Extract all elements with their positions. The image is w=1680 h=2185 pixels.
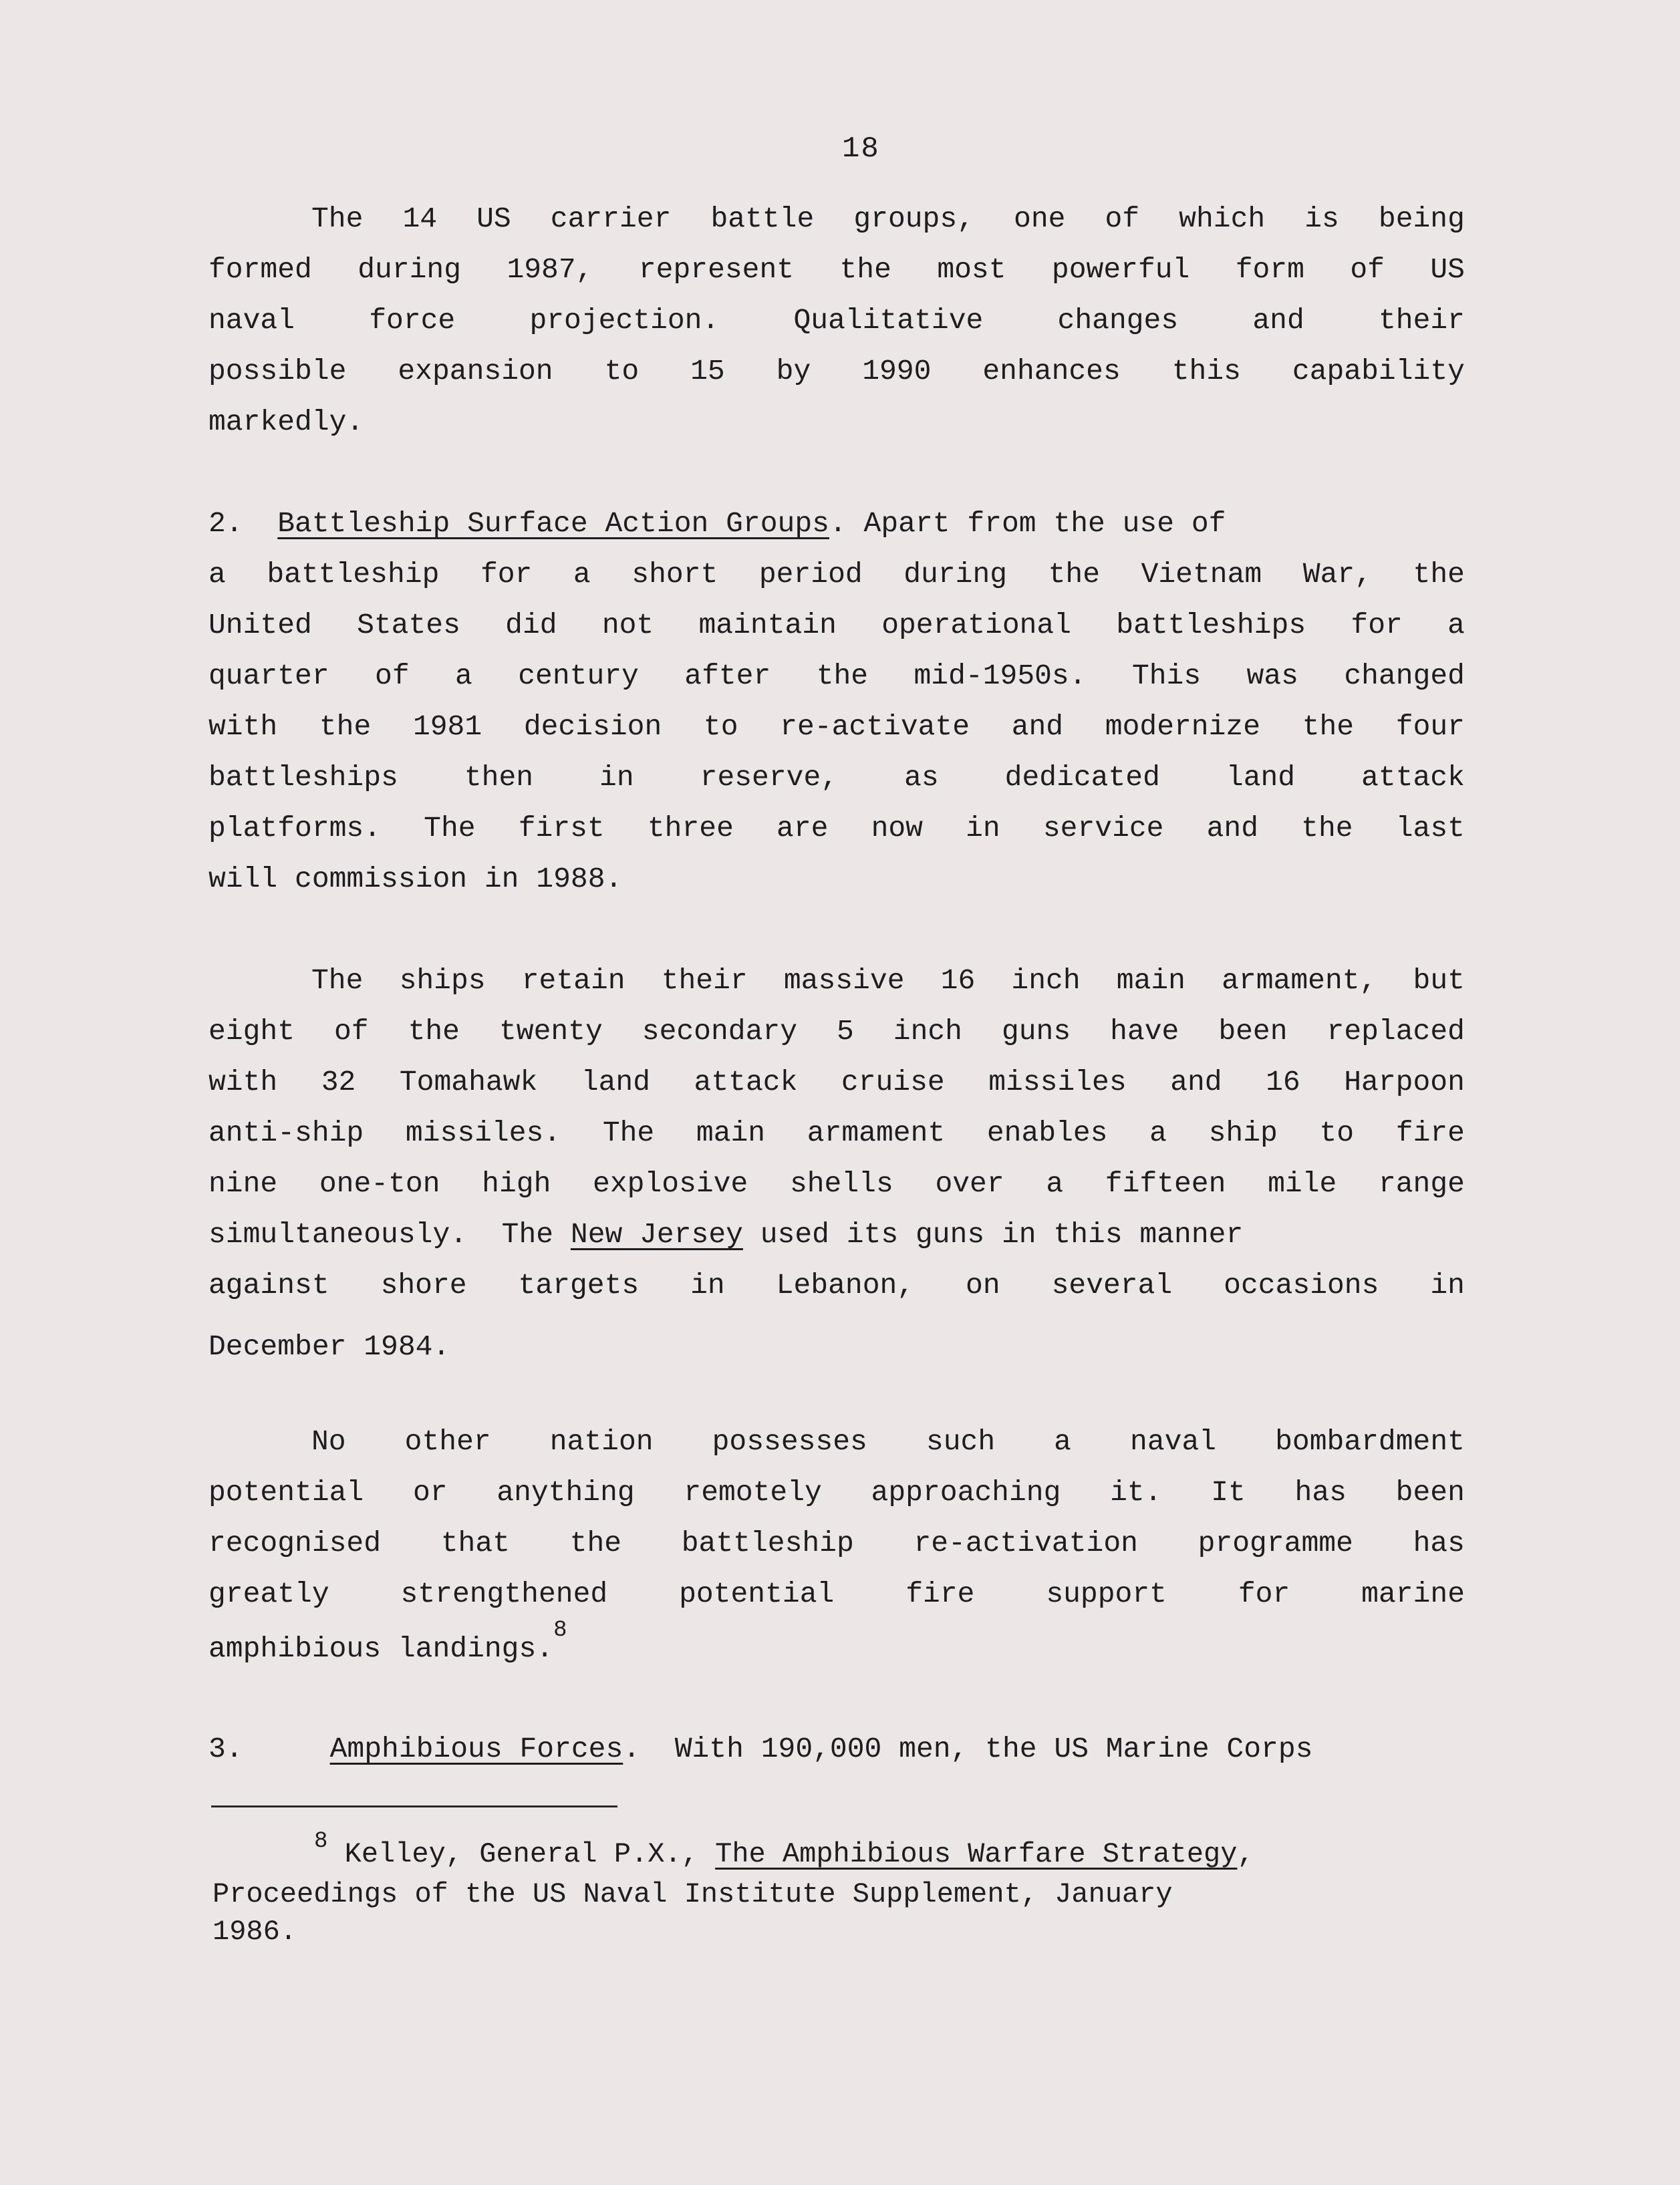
word: battle [710,202,815,235]
word: ship [1208,1117,1278,1149]
word: explosive [593,1167,748,1200]
word: attack [694,1066,798,1099]
word: re-activation [914,1527,1138,1560]
word: a [1054,1425,1071,1458]
word: battleship [681,1527,854,1560]
section-heading-line [208,505,1465,543]
text-line [208,1525,1465,1562]
word: 32 [321,1066,356,1099]
word: projection. [529,304,720,337]
word: the [816,660,869,692]
text-line [208,1115,1465,1152]
word: 16 [940,964,976,997]
word: other [404,1425,491,1458]
word: in [690,1269,725,1302]
word: battleships [1116,609,1306,641]
word: bombardment [1275,1425,1465,1458]
word: main [696,1117,766,1149]
word: their [1378,304,1465,337]
word: Vietnam [1141,558,1262,591]
word: during [903,558,1008,591]
word: to [703,710,738,743]
word: maintain [698,609,837,641]
word: eight [208,1015,295,1048]
word: the [1413,558,1465,591]
word: this [1171,355,1241,388]
word: Tomahawk [399,1066,538,1099]
word: been [1395,1476,1465,1509]
word: did [505,609,557,641]
word: it. [1110,1476,1162,1509]
word: but [1413,964,1465,997]
word: Harpoon [1344,1066,1465,1099]
text-line [208,251,1465,289]
word: a [1447,609,1465,641]
word: short [632,558,718,591]
word: battleships [208,761,398,794]
text-line [208,1474,1465,1511]
word: groups, [853,202,974,235]
text-line [311,962,1465,1000]
word: the [408,1015,460,1048]
word: enables [986,1117,1108,1149]
word: last [1395,812,1465,845]
ship-name: New Jersey [570,1218,743,1251]
word: 14 [402,202,438,235]
word: a [573,558,591,591]
word: cruise [841,1066,945,1099]
word: armament [807,1117,946,1149]
word: the [839,253,891,286]
text-line [208,1064,1465,1101]
word: support [1046,1578,1167,1610]
word: is [1304,202,1339,235]
word: not [601,609,654,641]
word: quarter [208,660,329,692]
text-line [208,302,1465,339]
word: approaching [871,1476,1061,1509]
word: four [1395,710,1465,743]
word: three [647,812,734,845]
text-run: . Apart from the use of [829,507,1226,540]
word: 1987, [507,253,593,286]
word: a [455,660,472,692]
word: on [966,1269,1000,1302]
word: that [440,1527,510,1560]
text-line [311,200,1465,238]
word: 5 [836,1015,854,1048]
word: mid-1950s. [914,660,1087,692]
page-number: 18 [842,132,880,166]
word: platforms. [208,812,382,845]
word: after [684,660,771,692]
word: during [358,253,462,286]
word: operational [881,609,1072,641]
word: changed [1344,660,1465,692]
word: potential [679,1578,835,1610]
word: by [776,355,811,388]
word: represent [638,253,795,286]
word: of [1105,202,1140,235]
word: and [1252,304,1304,337]
text-line: markedly. [208,406,364,438]
word: targets [518,1269,640,1302]
word: possible [208,355,347,388]
word: battleship [267,558,440,591]
word: such [926,1425,996,1458]
section-heading: Amphibious Forces [329,1733,623,1765]
word: have [1110,1015,1179,1048]
text-line: will commission in 1988. [208,863,623,895]
section-heading: Battleship Surface Action Groups [277,507,829,540]
word: and [1011,710,1064,743]
word: has [1294,1476,1347,1509]
word: has [1413,1527,1465,1560]
text-line [208,556,1465,593]
word: a [208,558,226,591]
word: the [1048,558,1101,591]
word: the [1302,710,1355,743]
word: attack [1361,761,1465,794]
word: changes [1057,304,1179,337]
word: The [311,964,364,997]
word: missiles [988,1066,1127,1099]
text-line [311,1423,1465,1461]
word: War, [1302,558,1372,591]
text-run: used its guns in this manner [742,1218,1244,1251]
word: the [1301,812,1353,845]
text-line [208,759,1465,796]
word: to [1319,1117,1355,1149]
word: period [758,558,863,591]
word: their [661,964,748,997]
word: with [208,710,278,743]
text-line [208,607,1465,644]
text-line [208,353,1465,390]
word: secondary [642,1015,798,1048]
word: and [1170,1066,1222,1099]
word: occasions [1224,1269,1379,1302]
text-line [208,1576,1465,1613]
word: for [1351,609,1403,641]
word: naval [1130,1425,1217,1458]
word: in [599,761,634,794]
word: modernize [1105,710,1261,743]
word: range [1378,1167,1465,1200]
word: century [518,660,639,692]
word: States [357,609,460,641]
section-number: 2. [208,507,243,540]
word: inch [893,1015,962,1048]
word: powerful [1051,253,1190,286]
word: most [937,253,1006,286]
word: a [1149,1117,1167,1149]
word: high [482,1167,551,1200]
word: No [311,1425,346,1458]
footnote-divider [211,1805,617,1807]
text-run: , [1237,1838,1254,1870]
text-line: December 1984. [208,1330,450,1363]
word: form [1235,253,1304,286]
text-line [208,1013,1465,1050]
word: service [1042,812,1164,845]
word: programme [1198,1527,1353,1560]
word: are [777,812,829,845]
footnote-line: Proceedings of the US Naval Institute Supplement, January [213,1878,1173,1910]
word: force [369,304,456,337]
word: 1981 [412,710,482,743]
word: potential [208,1476,364,1509]
word: missiles. [405,1117,561,1149]
word: US [476,202,511,235]
word: being [1378,202,1465,235]
word: United [208,609,312,641]
text-run: . With 190,000 men, the US Marine Corps [623,1733,1313,1765]
word: of [375,660,410,692]
word: nation [549,1425,654,1458]
word: possesses [712,1425,867,1458]
word: of [334,1015,369,1048]
word: It [1211,1476,1246,1509]
word: marine [1361,1578,1465,1610]
word: shells [789,1167,893,1200]
word: reserve, [700,761,839,794]
word: armament, [1222,964,1377,997]
word: was [1246,660,1298,692]
word: which [1179,202,1266,235]
word: land [581,1066,651,1099]
word: The [424,812,476,845]
word: carrier [550,202,672,235]
word: shore [380,1269,467,1302]
text-line [208,1165,1465,1203]
word: naval [208,304,295,337]
word: mile [1268,1167,1337,1200]
footnote-reference: 8 [553,1618,567,1643]
word: enhances [982,355,1121,388]
word: in [1430,1269,1465,1302]
word: ships [399,964,486,997]
word: then [464,761,534,794]
word: guns [1001,1015,1071,1048]
section-number: 3. [208,1733,243,1765]
word: one [1014,202,1066,235]
word: twenty [499,1015,603,1048]
word: recognised [208,1527,382,1560]
word: remotely [684,1476,822,1509]
text-line [208,1267,1465,1304]
text-run: simultaneously. The [208,1218,571,1251]
text-line [208,1216,1465,1254]
text-run: amphibious landings. [208,1632,554,1665]
word: to [604,355,640,388]
word: fire [905,1578,975,1610]
word: as [904,761,939,794]
section-heading-line [208,1731,1465,1768]
word: This [1131,660,1202,692]
footnote-author: Kelley, General P.X., [327,1838,716,1870]
word: 16 [1266,1066,1300,1099]
word: land [1226,761,1296,794]
word: with [208,1066,278,1099]
word: now [871,812,923,845]
word: against [208,1269,329,1302]
word: over [935,1167,1004,1200]
word: The [602,1117,655,1149]
word: first [518,812,605,845]
word: massive [783,964,905,997]
word: formed [208,253,312,286]
word: capability [1292,355,1465,388]
word: of [1350,253,1385,286]
word: nine [208,1167,278,1200]
word: inch [1011,964,1081,997]
word: 1990 [862,355,932,388]
word: a [1046,1167,1064,1200]
word: expansion [398,355,553,388]
word: dedicated [1004,761,1160,794]
word: The [311,202,364,235]
word: anything [497,1476,635,1509]
word: re-activate [780,710,970,743]
word: strengthened [400,1578,608,1610]
footnote-line [314,1829,1469,1872]
word: decision [523,710,662,743]
word: Lebanon, [776,1269,915,1302]
text-line [208,810,1465,847]
word: and [1206,812,1259,845]
word: the [569,1527,622,1560]
word: Qualitative [793,304,984,337]
footnote-marker: 8 [314,1829,328,1854]
word: in [966,812,1000,845]
text-line [208,658,1465,695]
footnote-line: 1986. [213,1916,297,1948]
word: US [1430,253,1465,286]
word: for [480,558,533,591]
word: been [1218,1015,1288,1048]
word: several [1051,1269,1173,1302]
word: main [1116,964,1185,997]
word: the [319,710,372,743]
text-line [208,1618,1465,1668]
word: for [1238,1578,1290,1610]
word: one-ton [319,1167,440,1200]
word: replaced [1326,1015,1465,1048]
word: anti-ship [208,1117,364,1149]
word: 15 [690,355,725,388]
word: fifteen [1105,1167,1226,1200]
word: greatly [208,1578,329,1610]
word: fire [1395,1117,1465,1149]
text-line [208,708,1465,746]
footnote-title: The Amphibious Warfare Strategy [715,1838,1238,1870]
word: retain [521,964,625,997]
word: or [412,1476,448,1509]
